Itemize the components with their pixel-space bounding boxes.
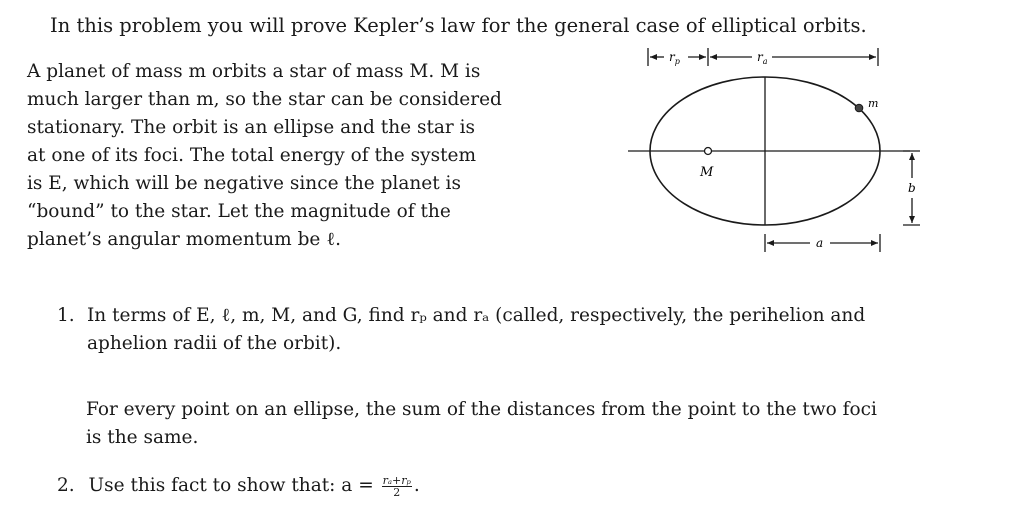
star-focus-dot bbox=[705, 148, 712, 155]
question-number: 2. bbox=[57, 475, 75, 496]
question-1 bbox=[57, 302, 957, 358]
paragraph-line: at one of its foci. The total energy of the system bbox=[27, 145, 476, 166]
label-planet: m bbox=[868, 97, 879, 110]
question-text: Use this fact to show that: a = bbox=[88, 475, 380, 496]
label-a: a bbox=[816, 236, 824, 250]
question-end: . bbox=[413, 475, 420, 496]
orbit-diagram bbox=[620, 40, 950, 260]
paragraph-line: stationary. The orbit is an ellipse and the star is bbox=[27, 117, 476, 138]
question-2 bbox=[57, 472, 420, 500]
fraction bbox=[382, 475, 412, 498]
ellipse-fact bbox=[86, 396, 966, 452]
fraction-denominator: 2 bbox=[393, 485, 401, 499]
question-list bbox=[57, 302, 957, 358]
label-b: b bbox=[908, 181, 916, 195]
intro-text: In this problem you will prove Kepler’s law for the general case of elliptical orbits. bbox=[50, 14, 867, 37]
question-line: In terms of E, ℓ, m, M, and G, find rₚ and rₐ (called, respectively, the perihelion and bbox=[87, 305, 866, 326]
problem-paragraph bbox=[27, 58, 527, 254]
paragraph-line: A planet of mass m orbits a star of mass M. M is bbox=[27, 61, 481, 82]
paragraph-line: planet’s angular momentum be ℓ. bbox=[27, 229, 341, 250]
fact-line: is the same. bbox=[86, 427, 199, 448]
paragraph-line: is E, which will be negative since the planet is bbox=[27, 173, 461, 194]
label-star: M bbox=[700, 165, 714, 180]
paragraph-line: much larger than m, so the star can be considered bbox=[27, 89, 502, 110]
fact-line: For every point on an ellipse, the sum of the distances from the point to the two foci bbox=[86, 399, 877, 420]
paragraph-line: “bound” to the star. Let the magnitude of the bbox=[27, 201, 451, 222]
question-line: aphelion radii of the orbit). bbox=[87, 333, 342, 354]
planet-dot bbox=[855, 104, 863, 112]
fraction-numerator: rₐ+rₚ bbox=[382, 473, 411, 487]
label-rp: $r_p$ bbox=[669, 50, 680, 66]
label-ra: $r_a$ bbox=[757, 50, 768, 66]
question-number: 1. bbox=[57, 305, 75, 326]
